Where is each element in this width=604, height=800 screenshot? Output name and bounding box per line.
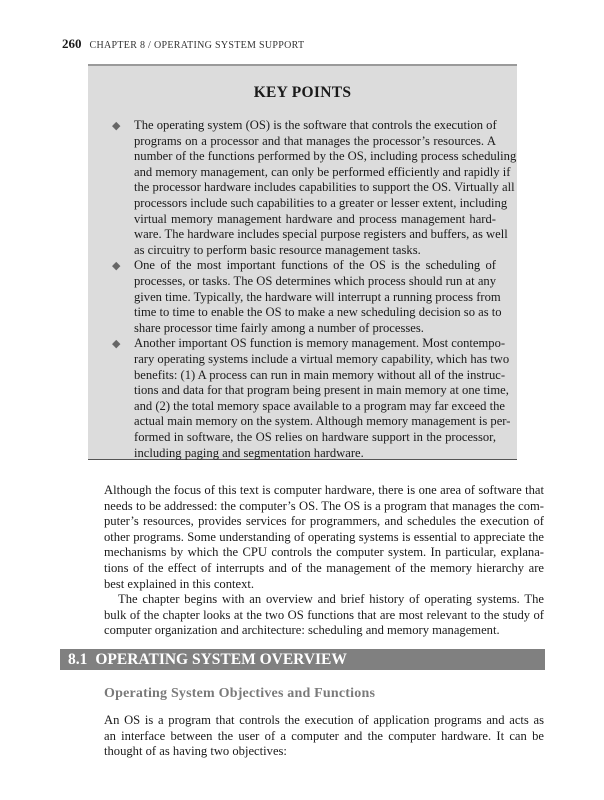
text-line: actual main memory on the system. Although memory management is per- [134, 414, 511, 429]
key-points-title: KEY POINTS [253, 84, 352, 101]
text-line: time to time to enable the OS to make a new scheduling decision so as to [134, 305, 502, 320]
text-line: The operating system (OS) is the software that controls the execution of [134, 118, 497, 132]
text-line: puter’s resources, provides services for programmers, and schedules the execution of [104, 514, 544, 529]
text-line: Although the focus of this text is computer hardware, there is one area of software that [104, 483, 544, 497]
text-line: tions and data for that program being present in main memory at one time, [134, 383, 509, 398]
text-line: One of the most important functions of the OS is the scheduling of [134, 258, 496, 273]
diamond-bullet-icon: ◆ [112, 260, 121, 273]
text-line: processes, or tasks. The OS determines which process should run at any [134, 274, 496, 288]
text-line: benefits: (1) A process can run in main memory without all of the instruc- [134, 367, 506, 382]
subsection-heading: Operating System Objectives and Functions [104, 686, 376, 701]
running-header [62, 36, 304, 52]
text-line: given time. Typically, the hardware will interrupt a running process from [134, 289, 501, 304]
text-line: The chapter begins with an overview and brief history of operating systems. The [118, 592, 544, 607]
text-line: Another important OS function is memory management. Most contempo- [134, 336, 506, 351]
text-line: bulk of the chapter looks at the two OS functions that are most relevant to the study of [104, 607, 544, 622]
text-line: virtual memory management hardware and process management hard- [134, 211, 496, 226]
section-heading [60, 649, 545, 670]
text-line: an interface between the user of a computer and the computer hardware. It can be [104, 728, 544, 743]
text-line: formed in software, the OS relies on hardware support in the processor, [134, 430, 496, 444]
text-line: An OS is a program that controls the execution of application programs and acts as [104, 713, 544, 727]
page-number: 260 [62, 36, 82, 51]
diamond-bullet-icon: ◆ [112, 338, 121, 351]
text-line: mechanisms by which the CPU controls the computer system. In particular, explana- [104, 545, 544, 560]
diamond-bullet-icon: ◆ [112, 120, 121, 132]
text-line: rary operating systems include a virtual memory capability, which has two [134, 352, 510, 366]
text-line: and (2) the total memory space available to a program may far exceed the [134, 398, 505, 413]
text-line: thought of as having two objectives: [104, 744, 287, 759]
text-line: the processor hardware includes capabilities to support the OS. Virtually all [134, 180, 515, 195]
text-line: number of the functions performed by the OS, including process scheduling [134, 149, 517, 164]
text-line: computer organization and architecture: scheduling and memory management. [104, 623, 500, 638]
text-line: tions of the effect of interrupts and of the management of the memory hierarchy are [104, 561, 544, 575]
text-line: and memory management, can only be performed efficiently and rapidly if [134, 164, 511, 179]
text-line: ware. The hardware includes special purpose registers and buffers, as well [134, 227, 508, 242]
text-line: best explained in this context. [104, 576, 255, 591]
text-line: including paging and segmentation hardware. [134, 445, 364, 460]
text-line: as circuitry to perform basic resource management tasks. [134, 242, 421, 257]
running-title: CHAPTER 8 / OPERATING SYSTEM SUPPORT [89, 40, 305, 51]
key-points-box [88, 64, 517, 460]
text-line: processors include such capabilities to a greater or lesser extent, including [134, 196, 508, 210]
text-line: programs on a processor and that manages the processor’s resources. A [134, 133, 496, 148]
section-number: 8.1 [68, 651, 88, 668]
text-line: other programs. Some understanding of operating systems is essential to appreciate the [104, 529, 544, 544]
text-line: needs to be addressed: the computer’s OS. The OS is a program that manages the com- [104, 498, 544, 513]
text-line: share processor time fairly among a number of processes. [134, 320, 424, 335]
section-title: OPERATING SYSTEM OVERVIEW [95, 651, 347, 668]
